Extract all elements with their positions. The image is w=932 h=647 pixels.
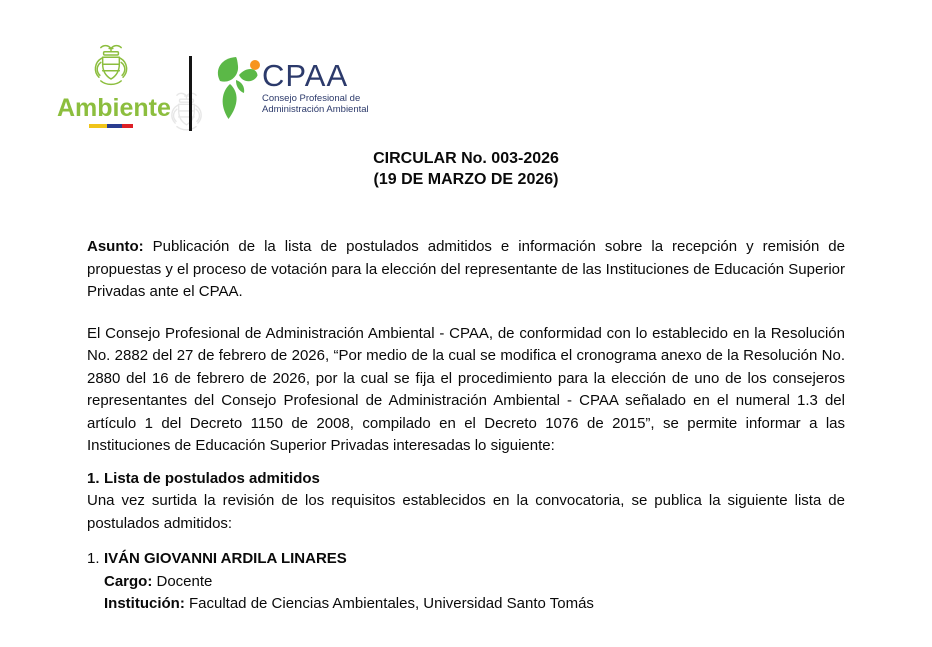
cpaa-plant-icon: [211, 55, 263, 121]
cargo-value: Docente: [152, 572, 213, 590]
candidate-institucion-line: [87, 593, 845, 616]
institucion-label: Institución:: [104, 595, 185, 612]
cpaa-text-block: [262, 55, 369, 115]
header-divider: [189, 56, 192, 131]
candidate-name-line: [87, 548, 845, 571]
circular-number: CIRCULAR No. 003-2026: [373, 150, 559, 167]
candidate-name: IVÁN GIOVANNI ARDILA LINARES: [104, 550, 347, 567]
circular-date: (19 DE MARZO DE 2026): [373, 171, 559, 188]
section-1-number: 1.: [87, 469, 100, 487]
document-body: [87, 236, 845, 616]
asunto-paragraph: [87, 236, 845, 304]
section-1-intro: Una vez surtida la revisión de los requisitos establecidos en la convocatoria, se publica la siguiente lista de postulados admitidos:: [87, 492, 845, 532]
ambiente-logo: [57, 42, 171, 128]
colombia-crest-watermark-icon: [163, 90, 210, 137]
cpaa-subtitle-line2: Administración Ambiental: [262, 103, 369, 115]
candidate-cargo-line: [87, 571, 845, 594]
section-1-heading: [87, 468, 845, 491]
section-1-title: Lista de postulados admitidos: [104, 469, 320, 487]
asunto-label: Asunto:: [87, 238, 144, 255]
candidate-number: 1.: [87, 550, 100, 567]
cpaa-acronym: CPAA: [262, 58, 349, 93]
candidate-entry: [87, 548, 845, 616]
institucion-value: Facultad de Ciencias Ambientales, Universidad Santo Tomás: [184, 595, 594, 612]
ambiente-wordmark: Ambiente: [57, 94, 171, 122]
cpaa-logo: [211, 55, 369, 121]
colombia-crest-icon: [89, 42, 133, 92]
colombia-flag-strip-icon: [89, 124, 134, 128]
asunto-text: Publicación de la lista de postulados admitidos e información sobre la recepción y remisión de propuestas y el proceso de votación para la elección del representante de las Instituciones de Educación Superior Privadas ante el CPAA.: [87, 238, 845, 300]
intro-paragraph: El Consejo Profesional de Administración Ambiental - CPAA, de conformidad con lo establecido en la Resolución No. 2882 del 27 de febrero de 2026, “Por medio de la cual se modifica el cronograma anexo de la Resolución No. 2880 del 16 de febrero de 2026, por la cual se fija el procedimiento para la elección de uno de los consejeros representantes del Consejo Profesional de Administración Ambiental - CPAA señalado en el numeral 1.3 del artículo 1 del Decreto 1150 de 2008, compilado en el Decreto 1076 de 2015”, se permite informar a las Instituciones de Educación Superior Privadas interesadas lo siguiente:: [87, 324, 845, 454]
cargo-label: Cargo:: [104, 572, 153, 590]
cpaa-subtitle-line1: Consejo Profesional de: [262, 93, 361, 104]
circular-title: [0, 148, 932, 190]
